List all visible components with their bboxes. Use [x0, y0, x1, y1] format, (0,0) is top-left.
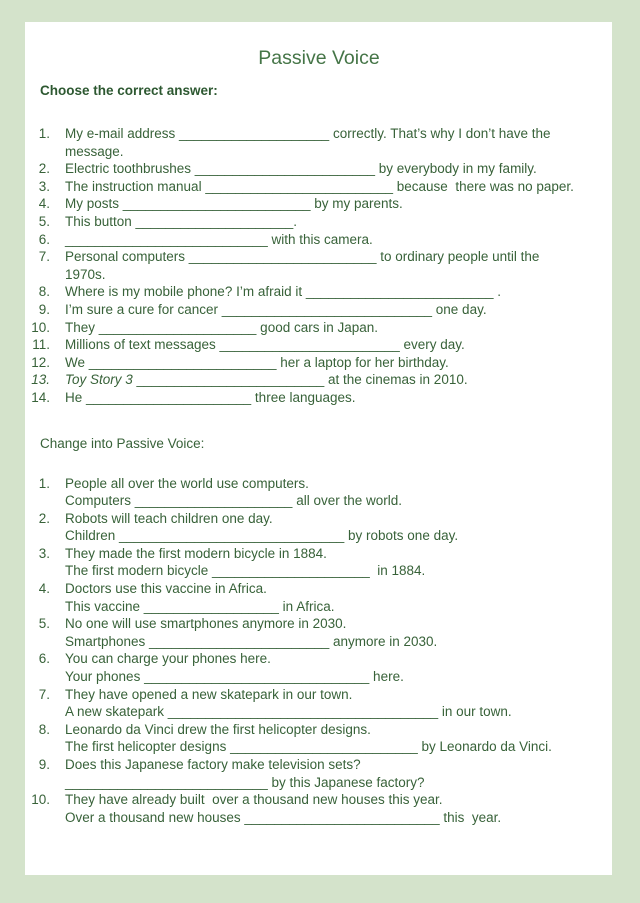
item-line: This vaccine __________________ in Africa.: [65, 598, 335, 614]
item-number: 2.: [38, 510, 50, 526]
movie-title: Toy Story 3: [65, 372, 133, 388]
exercise2-item-5: [26, 615, 598, 650]
item-number: 6.: [38, 231, 50, 247]
exercise2-item-8: [26, 721, 598, 756]
item-line: You can charge your phones here.: [65, 651, 271, 667]
item-number: 11.: [32, 337, 50, 353]
item-line: ___________________________ by this Japanese factory?: [65, 774, 425, 790]
item-line: They made the first modern bicycle in 1884.: [65, 545, 327, 561]
item-number: 6.: [38, 651, 50, 667]
item-number: 7.: [38, 249, 50, 265]
item-number: 14.: [31, 389, 50, 405]
exercise1-item-12: [26, 354, 598, 372]
item-line: Your phones ______________________________ here.: [65, 669, 404, 685]
item-line: No one will use smartphones anymore in 2030.: [65, 616, 347, 632]
item-line: My posts _________________________ by my parents.: [65, 196, 403, 212]
section1-list: [31, 125, 598, 407]
item-number: 5.: [38, 616, 50, 632]
worksheet-page: [25, 22, 612, 875]
item-line: A new skatepark ____________________________________ in our town.: [65, 704, 512, 720]
item-line: Millions of text messages ________________________ every day.: [65, 337, 465, 353]
item-number: 2.: [38, 161, 50, 177]
item-line: Does this Japanese factory make television sets?: [65, 757, 361, 772]
exercise1-item-8: [26, 283, 598, 301]
item-line: We _________________________ her a laptop for her birthday.: [65, 354, 449, 370]
exercise1-item-3: [26, 178, 598, 196]
item-number: 4.: [38, 581, 50, 597]
exercise1-item-11: [26, 336, 598, 354]
exercise2-item-6: [26, 650, 598, 685]
item-number: 9.: [38, 301, 50, 317]
item-number: 12.: [31, 354, 50, 370]
item-line: People all over the world use computers.: [65, 475, 309, 491]
exercise2-item-1: [26, 475, 598, 510]
item-line: ___________________________ with this camera.: [65, 231, 373, 247]
item-line: Where is my mobile phone? I’m afraid it _________________________ .: [65, 284, 502, 300]
item-number: 1.: [38, 126, 50, 141]
section1-heading: Choose the correct answer:: [40, 83, 218, 98]
exercise1-item-2: [26, 160, 598, 178]
item-number: 3.: [38, 545, 50, 561]
item-line-rest: _________________________ at the cinemas in 2010.: [132, 372, 468, 388]
item-line: Leonardo da Vinci drew the first helicopter designs.: [65, 721, 371, 737]
exercise2-item-2: [26, 510, 598, 545]
item-line: The first modern bicycle _____________________ in 1884.: [65, 563, 426, 579]
item-line: 1970s.: [65, 266, 106, 282]
item-line: Children ______________________________ by robots one day.: [65, 528, 459, 544]
exercise1-item-13: [26, 371, 598, 389]
item-number: 10.: [31, 792, 50, 808]
exercise1-item-1: [26, 125, 598, 160]
exercise2-item-10: [26, 791, 598, 826]
exercise1-item-9: [26, 301, 598, 319]
section2-heading: Change into Passive Voice:: [40, 435, 205, 451]
item-line: Personal computers _________________________ to ordinary people until the: [65, 249, 540, 265]
item-line: The first helicopter designs _________________________ by Leonardo da Vinci.: [65, 739, 552, 755]
exercise2-item-9: [26, 756, 598, 791]
exercise1-item-14: [26, 389, 598, 407]
item-number: 8.: [38, 284, 50, 300]
exercise1-item-7: [26, 248, 598, 283]
item-line: My e-mail address ____________________ correctly. That’s why I don’t have the: [65, 126, 551, 141]
item-number: 5.: [38, 213, 50, 229]
exercise1-item-10: [26, 319, 598, 337]
item-number: 10.: [31, 319, 50, 335]
item-line: [65, 371, 468, 389]
exercise2-item-4: [26, 580, 598, 615]
exercise2-item-7: [26, 686, 598, 721]
item-line: They _____________________ good cars in Japan.: [65, 319, 379, 335]
item-number: 4.: [38, 196, 50, 212]
exercise1-item-4: [26, 195, 598, 213]
item-line: Robots will teach children one day.: [65, 510, 273, 526]
exercise1-item-6: [26, 231, 598, 249]
exercise1-item-5: [26, 213, 598, 231]
item-line: message.: [65, 143, 124, 159]
section2-list: [31, 475, 598, 827]
item-line: The instruction manual _________________________ because there was no paper.: [65, 178, 574, 194]
item-number: 9.: [38, 757, 50, 772]
item-line: I’m sure a cure for cancer ____________________________ one day.: [65, 301, 487, 317]
item-line: Smartphones ________________________ anymore in 2030.: [65, 633, 438, 649]
item-line: They have opened a new skatepark in our town.: [65, 686, 353, 702]
item-line: Doctors use this vaccine in Africa.: [65, 581, 267, 597]
item-line: Over a thousand new houses __________________________ this year.: [65, 809, 502, 825]
item-number: 3.: [38, 178, 50, 194]
item-number: 8.: [38, 721, 50, 737]
item-line: Electric toothbrushes ________________________ by everybody in my family.: [65, 161, 537, 177]
page-title: Passive Voice: [258, 47, 380, 69]
item-line: He ______________________ three languages.: [65, 389, 356, 405]
item-line: Computers _____________________ all over the world.: [65, 493, 402, 509]
exercise2-item-3: [26, 545, 598, 580]
item-number: 1.: [38, 475, 50, 491]
item-line: They have already built over a thousand new houses this year.: [65, 792, 443, 808]
item-line: This button _____________________.: [65, 213, 297, 229]
item-number: 13.: [31, 372, 50, 388]
item-number: 7.: [38, 686, 50, 702]
